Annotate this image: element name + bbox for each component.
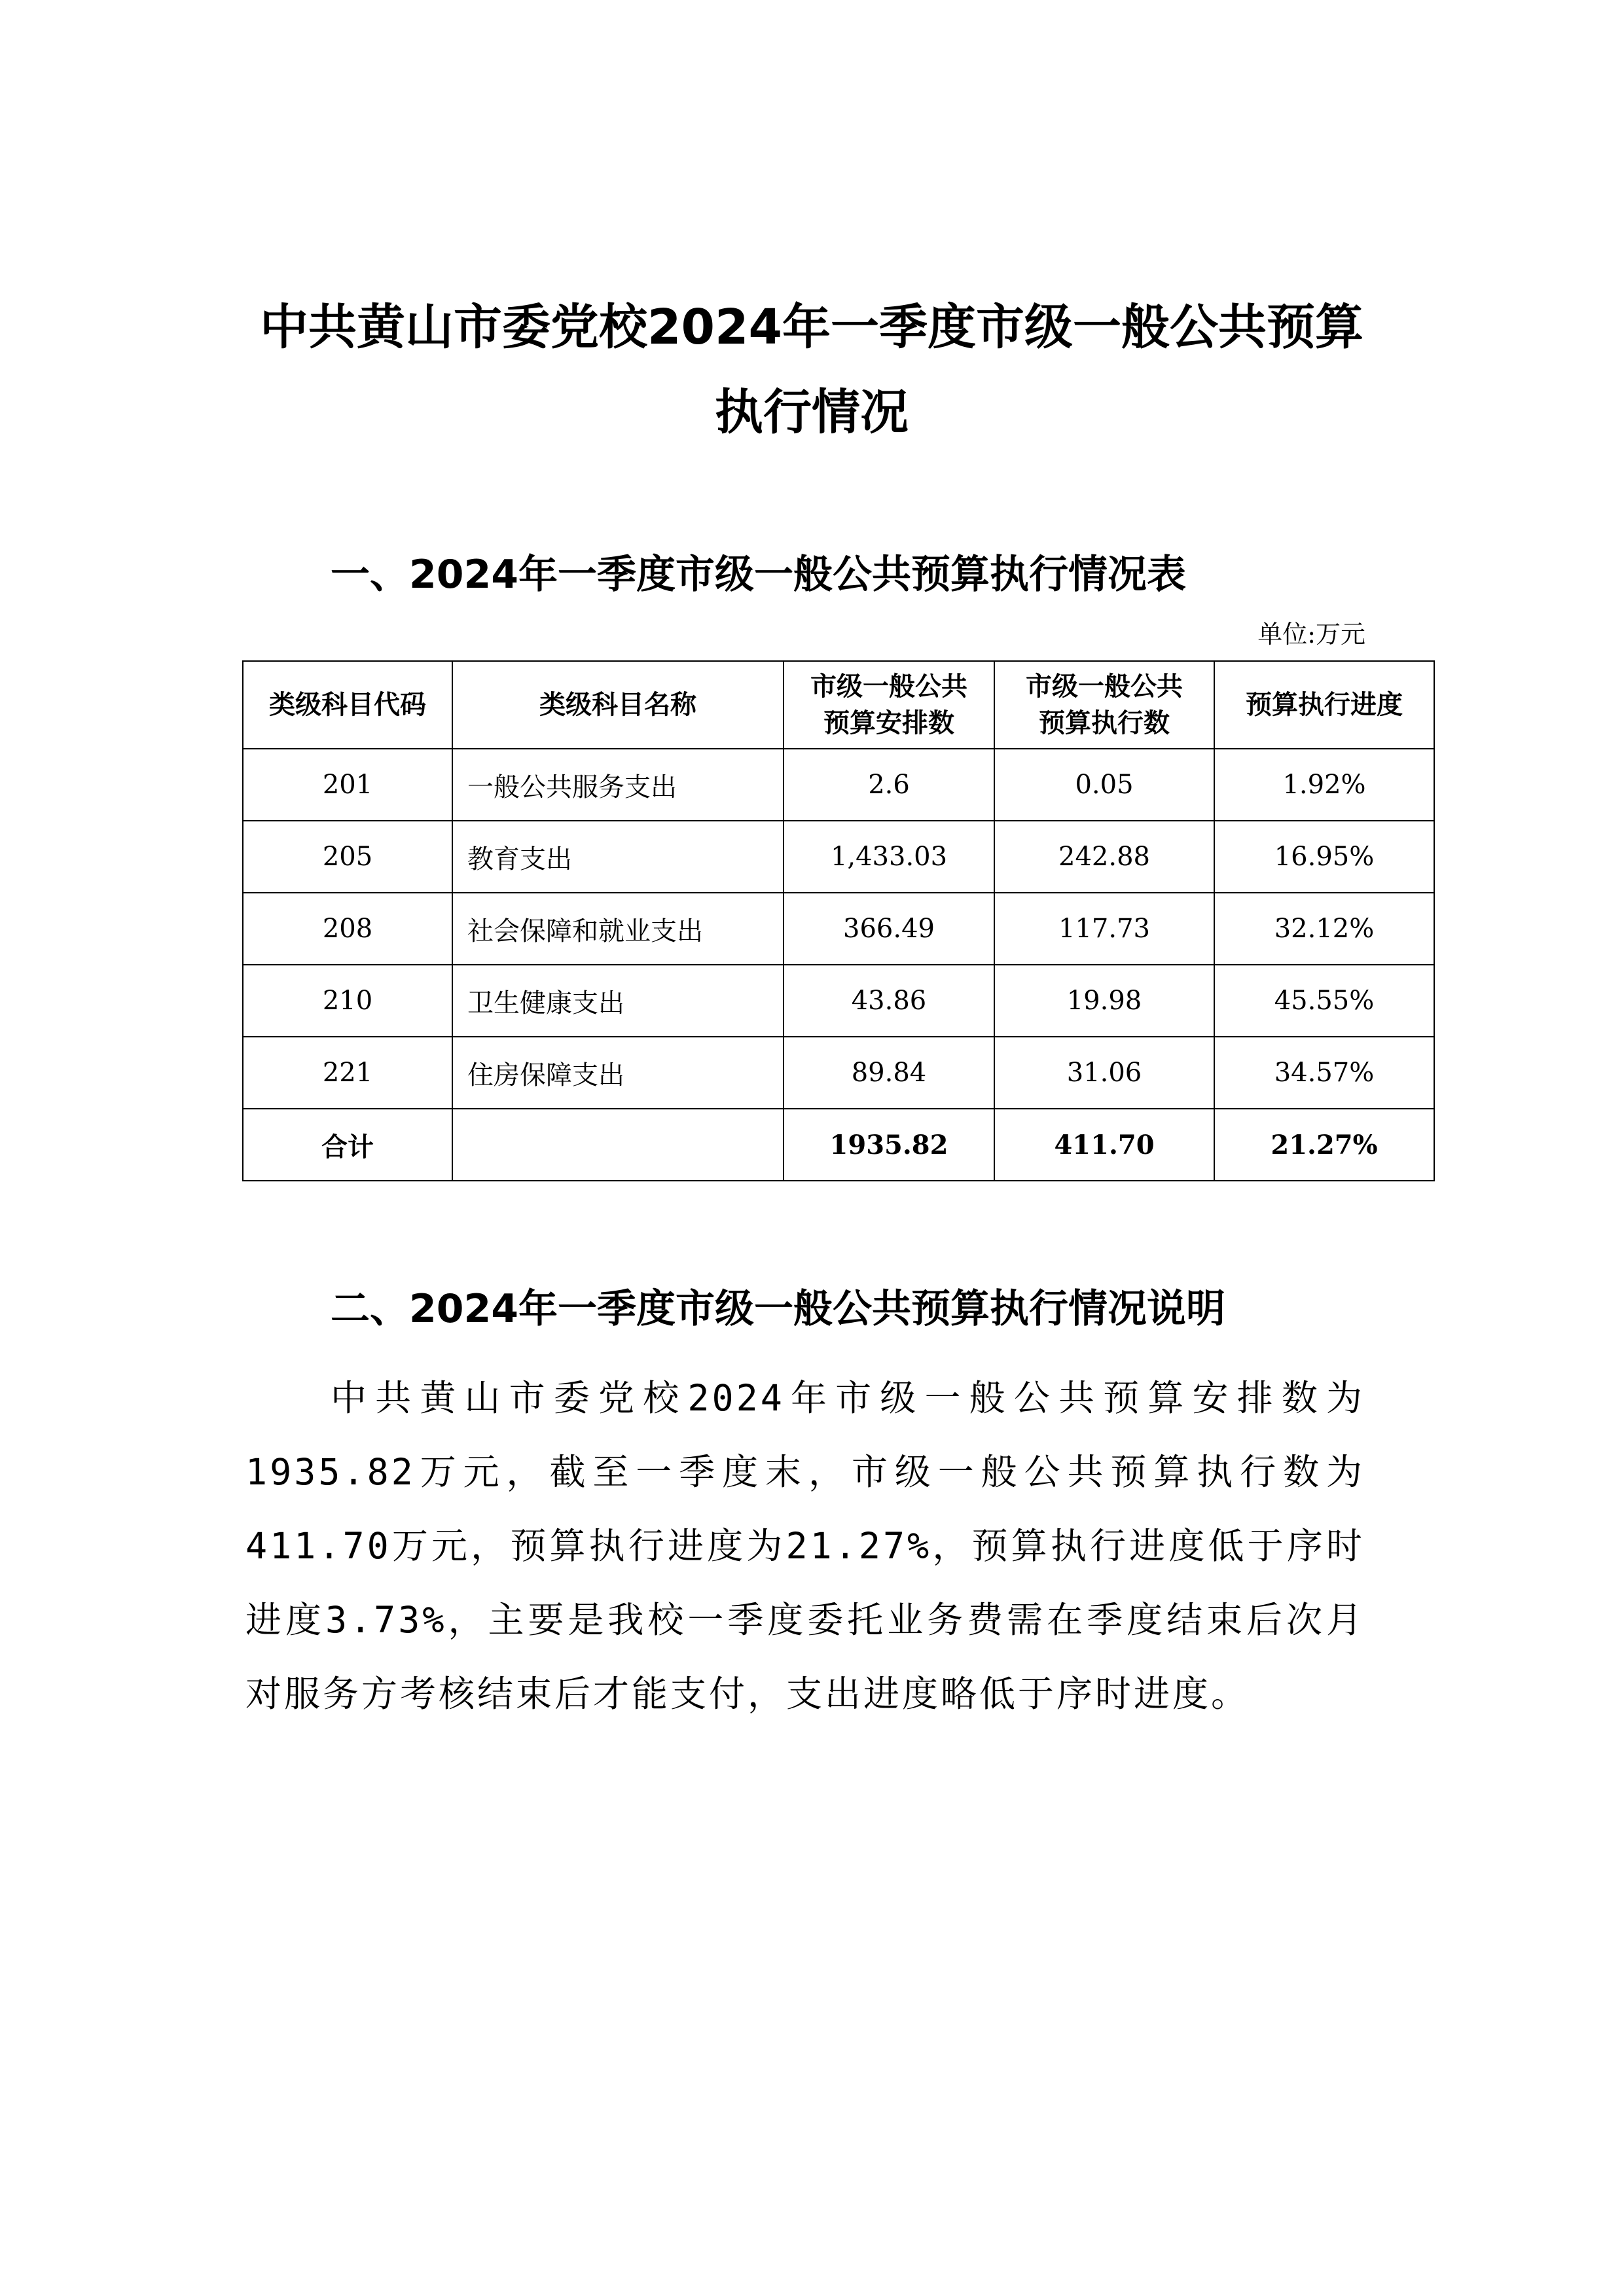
row-name: 卫生健康支出 bbox=[452, 965, 784, 1037]
header-executed-line2: 预算执行数 bbox=[1039, 708, 1170, 738]
row-name: 教育支出 bbox=[452, 821, 784, 893]
table-row bbox=[243, 821, 1434, 893]
row-code: 208 bbox=[243, 893, 452, 965]
header-executed-line1: 市级一般公共 bbox=[1026, 672, 1183, 702]
row-arranged: 89.84 bbox=[784, 1037, 994, 1109]
header-name: 类级科目名称 bbox=[452, 661, 784, 749]
row-code: 205 bbox=[243, 821, 452, 893]
total-executed: 411.70 bbox=[994, 1109, 1214, 1181]
table-header-row bbox=[243, 661, 1434, 749]
row-name: 一般公共服务支出 bbox=[452, 749, 784, 821]
section2-heading: 二、2024年一季度市级一般公共预算执行情况说明 bbox=[331, 1286, 1225, 1332]
row-progress: 45.55% bbox=[1214, 965, 1434, 1037]
total-name bbox=[452, 1109, 784, 1181]
row-name: 社会保障和就业支出 bbox=[452, 893, 784, 965]
table-row bbox=[243, 965, 1434, 1037]
row-executed: 0.05 bbox=[994, 749, 1214, 821]
row-executed: 31.06 bbox=[994, 1037, 1214, 1109]
row-code: 210 bbox=[243, 965, 452, 1037]
row-progress: 16.95% bbox=[1214, 821, 1434, 893]
total-arranged: 1935.82 bbox=[784, 1109, 994, 1181]
document-title-line2: 执行情况 bbox=[715, 384, 909, 440]
row-arranged: 2.6 bbox=[784, 749, 994, 821]
total-progress: 21.27% bbox=[1214, 1109, 1434, 1181]
row-name: 住房保障支出 bbox=[452, 1037, 784, 1109]
unit-label: 单位:万元 bbox=[1257, 620, 1365, 649]
header-arranged bbox=[784, 661, 994, 749]
section1-heading: 一、2024年一季度市级一般公共预算执行情况表 bbox=[331, 552, 1186, 598]
header-arranged-line1: 市级一般公共 bbox=[810, 672, 967, 702]
row-progress: 34.57% bbox=[1214, 1037, 1434, 1109]
header-executed bbox=[994, 661, 1214, 749]
budget-table bbox=[242, 660, 1435, 1181]
total-label: 合计 bbox=[243, 1109, 452, 1181]
document-title-line1: 中共黄山市委党校2024年一季度市级一般公共预算 bbox=[260, 299, 1363, 355]
header-progress: 预算执行进度 bbox=[1214, 661, 1434, 749]
table-row bbox=[243, 749, 1434, 821]
row-code: 221 bbox=[243, 1037, 452, 1109]
row-arranged: 366.49 bbox=[784, 893, 994, 965]
row-executed: 242.88 bbox=[994, 821, 1214, 893]
row-executed: 117.73 bbox=[994, 893, 1214, 965]
row-arranged: 43.86 bbox=[784, 965, 994, 1037]
explanation-paragraph: 中共黄山市委党校2024年市级一般公共预算安排数为1935.82万元，截至一季度末，市级一般公共预算执行数为411.70万元，预算执行进度为21.27%，预算执行进度低于序时进度3.73%，主要是我校一季度委托业务费需在季度结束后次月对服务方考核结束后才能支付，支出进度略低于序时进度。 bbox=[245, 1377, 1365, 1715]
header-arranged-line2: 预算安排数 bbox=[823, 708, 954, 738]
header-code: 类级科目代码 bbox=[243, 661, 452, 749]
table-row bbox=[243, 1037, 1434, 1109]
table-total-row bbox=[243, 1109, 1434, 1181]
row-progress: 1.92% bbox=[1214, 749, 1434, 821]
row-arranged: 1,433.03 bbox=[784, 821, 994, 893]
row-executed: 19.98 bbox=[994, 965, 1214, 1037]
row-code: 201 bbox=[243, 749, 452, 821]
row-progress: 32.12% bbox=[1214, 893, 1434, 965]
table-row bbox=[243, 893, 1434, 965]
